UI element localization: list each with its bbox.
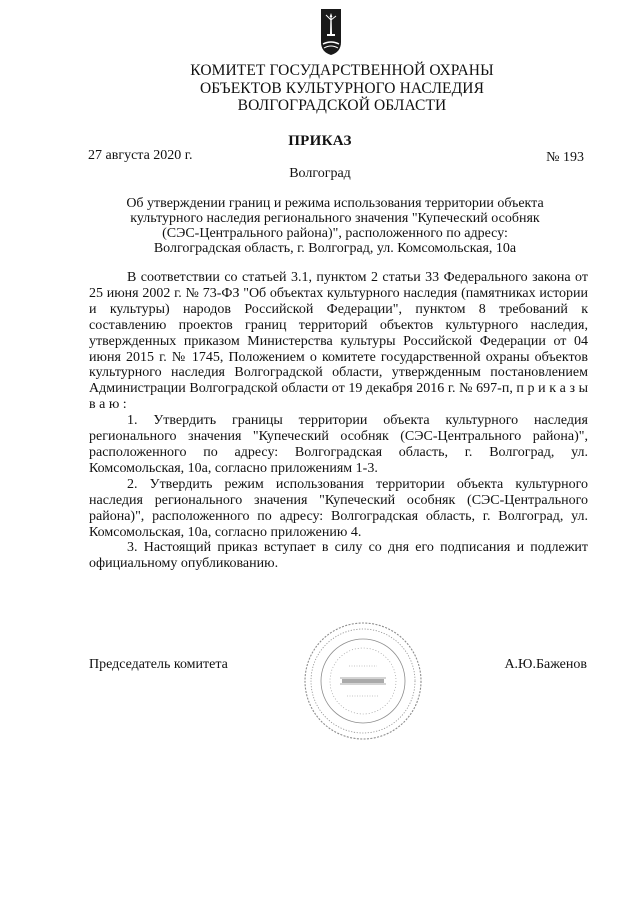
official-stamp-icon <box>302 620 424 742</box>
org-line: ОБЪЕКТОВ КУЛЬТУРНОГО НАСЛЕДИЯ <box>199 79 485 97</box>
document-number: № 193 <box>546 150 584 165</box>
signatory-position: Председатель комитета <box>89 657 228 672</box>
document-body <box>89 270 588 572</box>
body-paragraph: 1. Утвердить границы территории объекта культурного наследия регионального значения "Купеческий особняк (СЭС-Центрального района)", расположенного по адресу: Волгоградская область, г. Волгоград, ул. Комсомольская, 10а, согласно приложениям 1-3. <box>89 413 588 476</box>
subject-line: (СЭС-Центрального района)", расположенного по адресу: <box>162 226 508 241</box>
organization-name <box>150 62 534 115</box>
body-paragraph: В соответствии со статьей 3.1, пунктом 2 статьи 33 Федерального закона от 25 июня 2002 г. № 73-ФЗ "Об объектах культурного наследия (памятниках истории и культуры) народов Российской Федерации", пунктом 8 требований к составлению проектов границ территорий объектов культурного наследия, утвержденных приказом Министерства культуры Российской Федерации от 04 июня 2015 г. № 1745, Положением о комитете государственной охраны объектов культурного наследия Волгоградской области, утвержденным постановлением Администрации Волгоградской области от 19 декабря 2016 г. № 697-п, п р и к а з ы в а ю : <box>89 270 588 413</box>
org-line: ВОЛГОГРАДСКОЙ ОБЛАСТИ <box>237 97 447 114</box>
subject-line: Волгоградская область, г. Волгоград, ул. Комсомольская, 10а <box>153 241 517 256</box>
subject-line: Об утверждении границ и режима использования территории объекта <box>126 196 544 211</box>
body-paragraph: 3. Настоящий приказ вступает в силу со дня его подписания и подлежит официальному опубликованию. <box>89 540 588 572</box>
subject-line: культурного наследия регионального значения "Купеческий особняк <box>130 211 540 226</box>
signatory-name: А.Ю.Баженов <box>504 657 587 672</box>
document-subject <box>95 196 575 256</box>
body-paragraph: 2. Утвердить режим использования территории объекта культурного наследия регионального значения "Купеческий особняк (СЭС-Центрального района)", расположенного по адресу: Волгоградская область, г. Волгоград, ул. Комсомольская, 10а, согласно приложению 4. <box>89 476 588 540</box>
org-line: КОМИТЕТ ГОСУДАРСТВЕННОЙ ОХРАНЫ <box>190 62 494 79</box>
document-type: ПРИКАЗ <box>288 133 352 149</box>
document-date: 27 августа 2020 г. <box>88 148 193 163</box>
coat-of-arms-icon <box>320 8 342 56</box>
document-city: Волгоград <box>289 166 351 181</box>
